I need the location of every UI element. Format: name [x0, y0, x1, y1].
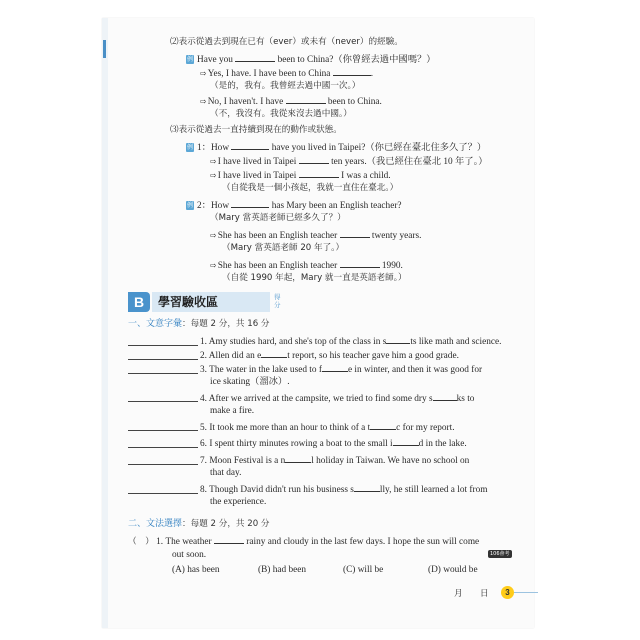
answer-since-1990	[210, 258, 403, 272]
text: ks to	[456, 394, 475, 404]
part1-heading	[128, 318, 270, 330]
text: Amy studies hard, and she's top of the class in s	[208, 337, 387, 347]
answer-line-1[interactable]	[128, 345, 198, 346]
section-b-badge: B	[128, 292, 150, 312]
fill-blank[interactable]	[285, 453, 311, 463]
option-c[interactable]: (C) will be	[343, 565, 384, 575]
num: 7.	[200, 456, 207, 466]
example-2-zh: （Mary 當英語老師已經多久了？）	[210, 213, 346, 223]
option-a[interactable]: (A) has been	[172, 565, 220, 575]
vocab-item-5	[200, 420, 455, 434]
part2-title: 二、文法選擇	[128, 519, 183, 529]
answer-twenty-years	[210, 228, 421, 242]
text: I have lived in Taipei	[217, 157, 297, 167]
answer-line-5[interactable]	[128, 430, 198, 431]
option-d[interactable]: (D) would be	[428, 565, 478, 575]
num: 1.	[156, 537, 164, 547]
text: c for my report.	[396, 423, 455, 433]
answer-since	[210, 168, 391, 182]
example-icon: 例	[187, 56, 194, 63]
answer-since-zh: （自從我是一個小孩起，我就一直住在臺北。）	[222, 183, 399, 193]
text: been to China.	[327, 97, 382, 107]
text: Yes, I have. I have been to China	[207, 69, 331, 79]
answer-line-2[interactable]	[128, 359, 198, 360]
date-day: 日	[480, 589, 489, 599]
fill-blank[interactable]	[299, 154, 329, 164]
text: ts like math and science.	[410, 337, 502, 347]
text: d in the lake.	[418, 439, 467, 449]
vocab-item-7	[200, 453, 469, 467]
text: The weather	[165, 537, 212, 547]
text: She has been an English teacher	[217, 261, 338, 271]
answer-since-1990-zh: （自從 1990 年起，Mary 就一直是英語老師。）	[222, 273, 407, 283]
text: 1990.	[381, 261, 403, 271]
part1-title: 一、文意字彙	[128, 319, 183, 329]
answer-line-7[interactable]	[128, 464, 198, 465]
fill-blank[interactable]	[333, 66, 371, 76]
vocab-item-8-cont: the experience.	[210, 497, 267, 507]
example-2-how-long	[186, 198, 402, 212]
example-1-how-long	[186, 140, 486, 154]
yes-answer-zh: （是的，我有。我曾經去過中國一次。）	[210, 81, 361, 91]
vocab-item-4	[200, 391, 474, 405]
section-b-banner	[128, 292, 332, 312]
text: Have you	[197, 55, 233, 65]
text: has Mary been an English teacher?	[271, 201, 402, 211]
fill-blank[interactable]	[393, 436, 419, 446]
date-month: 月	[454, 589, 463, 599]
option-b[interactable]: (B) had been	[258, 565, 307, 575]
text: She has been an English teacher	[217, 231, 338, 241]
fill-blank[interactable]	[231, 198, 269, 208]
vocab-item-1	[200, 334, 501, 348]
text: I have lived in Taipei	[217, 171, 297, 181]
answer-line-4[interactable]	[128, 401, 198, 402]
no-answer	[200, 94, 382, 108]
badge-106: 106會考	[490, 551, 510, 557]
score-label	[274, 293, 281, 309]
score-label-2: 分	[274, 301, 281, 309]
fill-blank[interactable]	[286, 94, 326, 104]
part2-heading	[128, 518, 270, 530]
fill-blank[interactable]	[386, 334, 410, 344]
text: I was a child.	[341, 171, 391, 181]
text: Allen did an e	[208, 351, 262, 361]
vocab-item-4-cont: make a fire.	[210, 406, 255, 416]
page-number-rule	[514, 592, 538, 593]
fill-blank[interactable]	[214, 534, 244, 544]
arrow-icon: ⇨	[200, 69, 207, 78]
num: 4.	[200, 394, 207, 404]
num: 1.	[200, 337, 207, 347]
answer-paren[interactable]: （ ）	[128, 537, 154, 547]
fill-blank[interactable]	[354, 482, 380, 492]
spine-marker	[103, 40, 106, 58]
text: l holiday in Taiwan. We have no school on	[311, 456, 470, 466]
usage-2-header: ⑵表示從過去到現在已有（ever）或未有（never）的經驗。	[170, 37, 403, 47]
num: 5.	[200, 423, 207, 433]
page-number: 3	[501, 586, 514, 599]
fill-blank[interactable]	[433, 391, 457, 401]
example-1-question	[186, 52, 436, 66]
fill-blank[interactable]	[261, 348, 287, 358]
fill-blank[interactable]	[340, 228, 370, 238]
fill-blank[interactable]	[235, 52, 275, 62]
text: Moon Festival is a n	[209, 456, 286, 466]
num: 2.	[200, 351, 207, 361]
vocab-item-8	[200, 482, 487, 496]
arrow-icon: ⇨	[200, 97, 207, 106]
text: 2：How	[197, 201, 230, 211]
vocab-item-2	[200, 348, 459, 362]
fill-blank[interactable]	[322, 362, 348, 372]
text: rainy and cloudy in the last few days. I hope the sun will come	[246, 537, 480, 547]
arrow-icon: ⇨	[210, 171, 217, 180]
section-b-title: 學習驗收區	[152, 292, 270, 312]
text: t report, so his teacher gave him a good grade.	[287, 351, 459, 361]
text: 1：How	[197, 143, 230, 153]
exam-source-badge	[488, 549, 512, 561]
page-spine	[102, 18, 108, 628]
vocab-item-7-cont: that day.	[210, 468, 242, 478]
fill-blank[interactable]	[299, 168, 339, 178]
yes-answer: ⇨Yes, I have. I have been to China .	[200, 66, 373, 80]
num: 3.	[200, 365, 207, 375]
grammar-q1	[128, 534, 479, 548]
text: twenty years.	[371, 231, 422, 241]
arrow-icon: ⇨	[210, 261, 217, 270]
vocab-item-3	[200, 362, 482, 376]
text: e in winter, and then it was good for	[347, 365, 483, 375]
num: 8.	[200, 485, 207, 495]
answer-line-6[interactable]	[128, 447, 198, 448]
text: I spent thirty minutes rowing a boat to the small i	[209, 439, 393, 449]
answer-line-3[interactable]	[128, 373, 198, 374]
answer-twenty-years-zh: （Mary 當英語老師 20 年了。）	[222, 243, 345, 253]
example-icon: 例	[187, 202, 194, 209]
text: been to China?（你曾經去過中國嗎？）	[277, 55, 436, 65]
text: lly, he still learned a lot from	[379, 485, 488, 495]
text: have you lived in Taipei?（你已經在臺北住多久了？）	[271, 143, 487, 153]
no-answer-zh: （不，我沒有。我從來沒去過中國。）	[210, 109, 352, 119]
vocab-item-6	[200, 436, 467, 450]
text: The water in the lake used to f	[209, 365, 322, 375]
vocab-item-3-cont: ice skating（溜冰）.	[210, 377, 290, 387]
fill-blank[interactable]	[340, 258, 380, 268]
fill-blank[interactable]	[370, 420, 396, 430]
answer-for	[210, 154, 488, 168]
text: No, I haven't. I have	[207, 97, 284, 107]
part1-note: ：每題 2 分，共 16 分	[182, 319, 270, 329]
num: 6.	[200, 439, 207, 449]
text: After we arrived at the campsite, we tried to find some dry s	[208, 394, 433, 404]
arrow-icon: ⇨	[210, 157, 217, 166]
text: It took me more than an hour to think of a t	[209, 423, 371, 433]
arrow-icon: ⇨	[210, 231, 217, 240]
example-icon: 例	[187, 144, 194, 151]
grammar-q1-cont: out soon.	[172, 550, 207, 560]
score-label-1: 得	[274, 293, 281, 301]
fill-blank[interactable]	[231, 140, 269, 150]
part2-note: ：每題 2 分，共 20 分	[182, 519, 270, 529]
text: Though David didn't run his business s	[209, 485, 354, 495]
text: ten years.（我已經住在臺北 10 年了。）	[331, 157, 488, 167]
answer-line-8[interactable]	[128, 493, 198, 494]
usage-3-header: ⑶表示從過去一直持續到現在的動作或狀態。	[170, 125, 342, 135]
